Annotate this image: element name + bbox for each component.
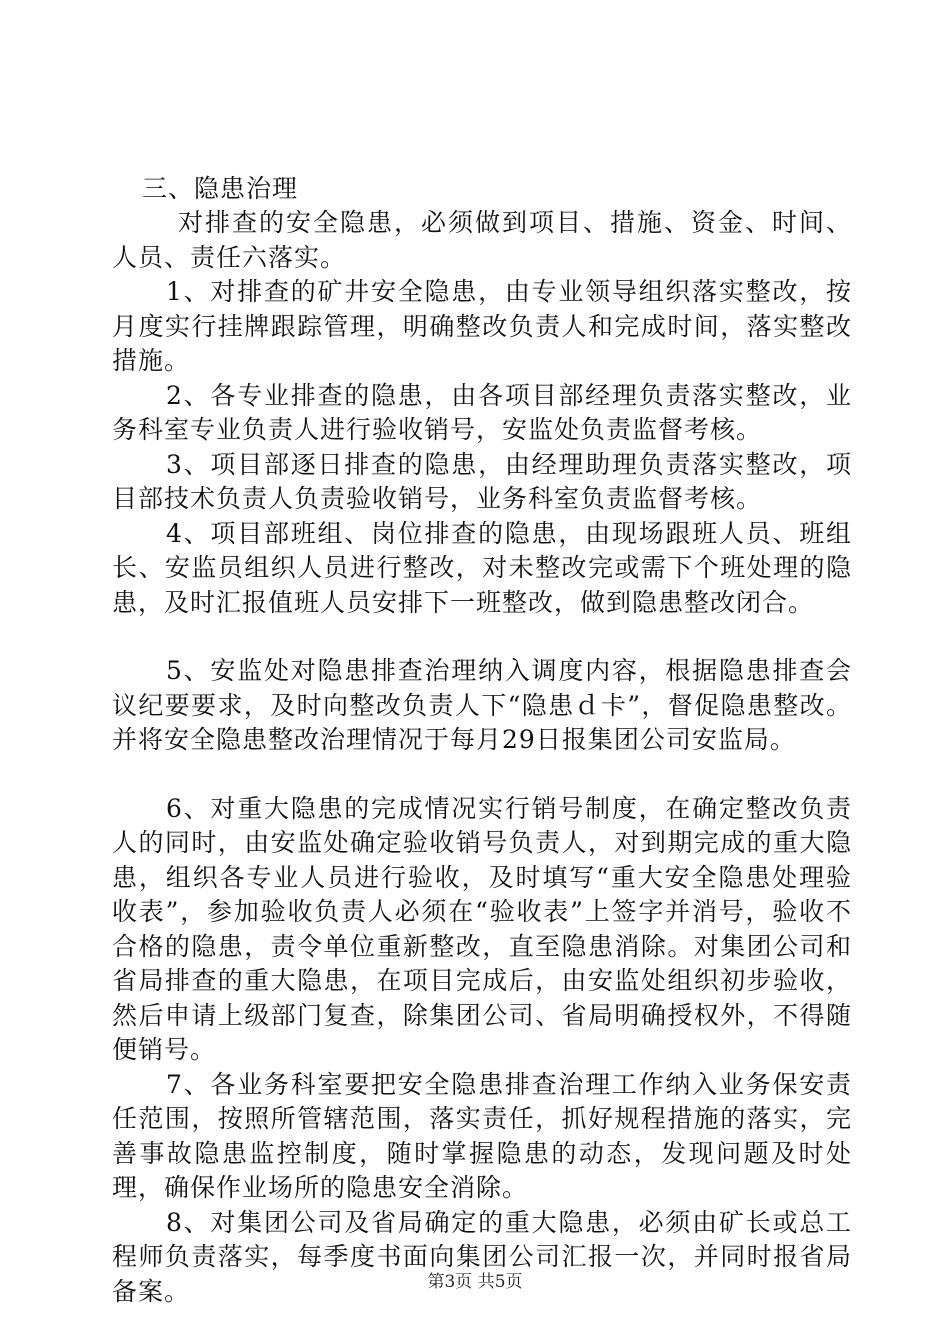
paragraph-item-1: 1、对排查的矿井安全隐患，由专业领导组织落实整改，按月度实行挂牌跟踪管理，明确整改负责人和完成时间，落实整改措施。 [112, 277, 852, 375]
paragraph-item-6: 6、对重大隐患的完成情况实行销号制度，在确定整改负责人的同时，由安监处确定验收销号负责人，对到期完成的重大隐患，组织各专业人员进行验收，及时填写“重大安全隐患处理验收表”，参加验收负责人必须在“验收表”上签字并消号，验收不合格的隐患，责令单位重新整改，直至隐患消除。对集团公司和省局排查的重大隐患，在项目完成后，由安监处组织初步验收，然后申请上级部门复查，除集团公司、省局明确授权外，不得随便销号。 [112, 793, 852, 1064]
paragraph-item-8: 8、对集团公司及省局确定的重大隐患，必须由矿长或总工程师负责落实，每季度书面向集团公司汇报一次，并同时报省局备案。 [112, 1207, 852, 1306]
paragraph-intro: 对排查的安全隐患，必须做到项目、措施、资金、时间、人员、责任六落实。 [112, 208, 852, 272]
paragraph-item-2: 2、各专业排查的隐患，由各项目部经理负责落实整改，业务科室专业负责人进行验收销号，安监处负责监督考核。 [112, 380, 852, 444]
paragraph-item-5: 5、安监处对隐患排查治理纳入调度内容，根据隐患排查会议纪要要求，及时向整改负责人下“隐患ｄ卡”，督促隐患整改。并将安全隐患整改治理情况于每月29日报集团公司安监局。 [112, 656, 852, 754]
section-heading: 三、隐患治理 [142, 174, 299, 203]
paragraph-item-4: 4、项目部班组、岗位排查的隐患，由现场跟班人员、班组长、安监员组织人员进行整改，对未整改完或需下个班处理的隐患，及时汇报值班人员安排下一班整改，做到隐患整改闭合。 [112, 518, 852, 617]
page-number-footer: 第3页 共5页 [427, 1272, 523, 1292]
paragraph-item-7: 7、各业务科室要把安全隐患排查治理工作纳入业务保安责任范围，按照所管辖范围，落实责任，抓好规程措施的落实，完善事故隐患监控制度，随时掌握隐患的动态，发现问题及时处理，确保作业场所的隐患安全消除。 [112, 1069, 852, 1202]
paragraph-item-3: 3、项目部逐日排查的隐患，由经理助理负责落实整改，项目部技术负责人负责验收销号，业务科室负责监督考核。 [112, 449, 852, 513]
document-body [112, 172, 852, 1309]
